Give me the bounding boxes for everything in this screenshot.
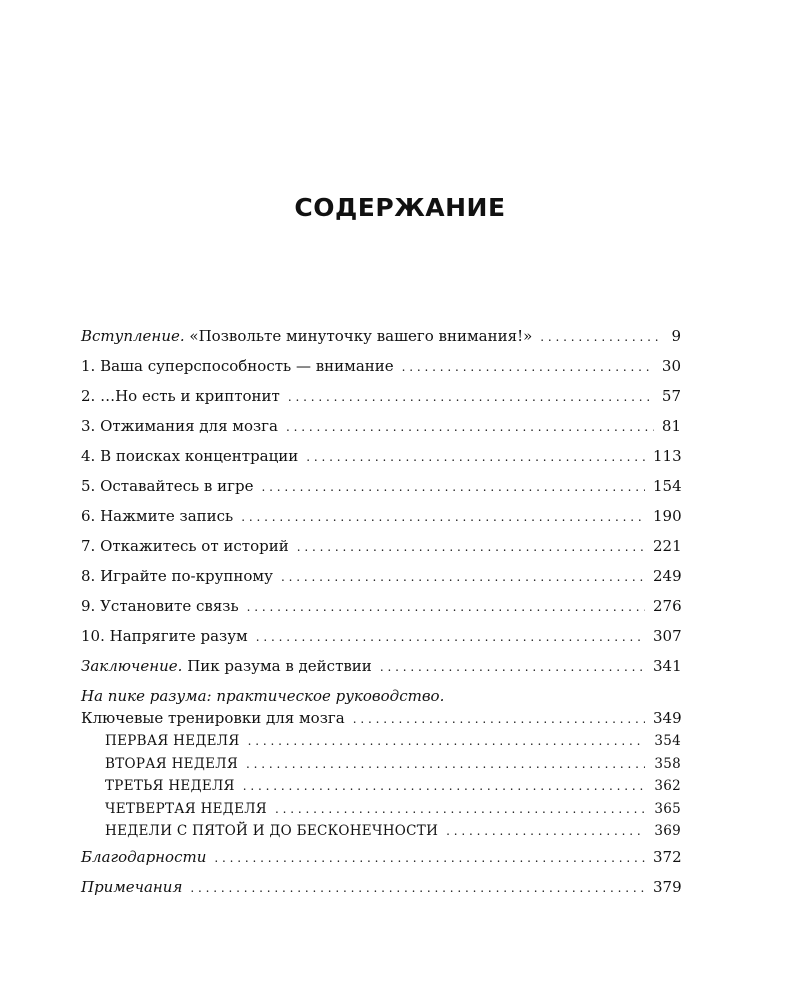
toc-entry-label: Примечания (81, 878, 183, 896)
toc-entry-page: 113 (653, 447, 682, 465)
dot-leader (190, 879, 645, 897)
toc-entry-notes[interactable] (81, 878, 681, 897)
dot-leader (246, 755, 645, 773)
toc-entry-page: 307 (653, 627, 682, 645)
toc-entry-page: 341 (653, 657, 682, 675)
dot-leader (261, 478, 645, 496)
toc-entry-page: 362 (654, 778, 681, 794)
toc-entry-chapter-3[interactable] (81, 417, 681, 436)
toc-entry-chapter-7[interactable] (81, 537, 681, 556)
toc-entry-page: 349 (653, 709, 682, 727)
toc-entry-page: 354 (654, 733, 681, 749)
dot-leader (297, 538, 645, 556)
dot-leader (380, 658, 645, 676)
toc-entry-chapter-9[interactable] (81, 597, 681, 616)
toc-entry-chapter-2[interactable] (81, 387, 681, 406)
toc-entry-label: Ключевые тренировки для мозга (81, 709, 345, 727)
toc-entry-label: ПЕРВАЯ НЕДЕЛЯ (105, 733, 240, 749)
dot-leader (402, 358, 654, 376)
toc-entry-page: 249 (653, 567, 682, 585)
toc-entry-acknowledgements[interactable] (81, 848, 681, 867)
dot-leader (288, 388, 654, 406)
toc-entry-label: 1. Ваша суперспособность — внимание (81, 357, 394, 375)
dot-leader (353, 710, 645, 728)
toc-entry-chapter-6[interactable] (81, 507, 681, 526)
page-title: СОДЕРЖАНИЕ (294, 193, 506, 222)
dot-leader (243, 777, 645, 795)
toc-entry-week-4[interactable] (81, 800, 681, 818)
toc-entry-label: «Позвольте минуточку вашего внимания!» (189, 327, 533, 345)
toc-entry-page: 358 (654, 755, 681, 772)
toc-entry-page: 369 (654, 823, 681, 839)
toc-entry-label: 3. Отжимания для мозга (81, 417, 278, 435)
dot-leader (247, 598, 645, 616)
toc-entry-page: 379 (653, 878, 682, 896)
toc-entry-label: Пик разума в действии (187, 657, 372, 675)
toc-entry-label: 8. Играйте по-крупному (81, 567, 273, 585)
dot-leader (306, 448, 645, 466)
toc-entry-chapter-5[interactable] (81, 477, 681, 496)
toc-entry-chapter-1[interactable] (81, 357, 681, 376)
toc-entry-label: НЕДЕЛИ С ПЯТОЙ И ДО БЕСКОНЕЧНОСТИ (105, 823, 439, 839)
dot-leader (214, 849, 645, 867)
table-of-contents (81, 327, 681, 908)
toc-entry-page: 190 (653, 507, 682, 525)
toc-entry-page: 154 (653, 477, 682, 495)
toc-entry-label: 6. Нажмите запись (81, 507, 234, 525)
toc-entry-chapter-10[interactable] (81, 627, 681, 646)
toc-entry-page: 30 (661, 357, 681, 375)
toc-entry-page: 372 (653, 848, 682, 866)
toc-entry-label: 10. Напрягите разум (81, 627, 248, 645)
toc-entry-chapter-4[interactable] (81, 447, 681, 466)
toc-entry-page: 221 (653, 537, 682, 555)
toc-entry-page: 81 (661, 417, 681, 435)
toc-entry-week-3[interactable] (81, 777, 681, 795)
toc-entry-chapter-8[interactable] (81, 567, 681, 586)
toc-entry-label: 4. В поисках концентрации (81, 447, 299, 465)
dot-leader (281, 568, 645, 586)
dot-leader (286, 418, 654, 436)
guide-heading: На пике разума: практическое руководство. (81, 687, 445, 705)
dot-leader (256, 628, 645, 646)
toc-entry-guide-intro[interactable] (81, 709, 681, 728)
toc-entry-page: 9 (671, 327, 681, 345)
toc-entry-page: 57 (661, 387, 681, 405)
toc-entry-label: 7. Откажитесь от историй (81, 537, 289, 555)
toc-entry-label: 2. …Но есть и криптонит (81, 387, 280, 405)
toc-entry-page: 365 (654, 800, 681, 817)
toc-entry-label: ЧЕТВЕРТАЯ НЕДЕЛЯ (105, 800, 268, 817)
dot-leader (248, 732, 645, 750)
toc-entry-label: ТРЕТЬЯ НЕДЕЛЯ (105, 778, 235, 794)
toc-entry-week-2[interactable] (81, 755, 681, 773)
toc-entry-week-5-plus[interactable] (81, 822, 681, 840)
dot-leader (446, 822, 645, 840)
dot-leader (241, 508, 645, 526)
toc-entry-label: ВТОРАЯ НЕДЕЛЯ (105, 755, 239, 772)
toc-entry-week-1[interactable] (81, 732, 681, 750)
toc-entry-page: 276 (653, 597, 682, 615)
toc-entry-prefix: Вступление. (81, 327, 185, 345)
dot-leader (275, 800, 645, 818)
toc-entry-label: 9. Установите связь (81, 597, 239, 615)
toc-entry-prefix: Заключение. (81, 657, 183, 675)
dot-leader (540, 328, 663, 346)
toc-entry-label: Благодарности (81, 848, 207, 866)
toc-entry-intro[interactable] (81, 327, 681, 346)
toc-entry-conclusion[interactable] (81, 657, 681, 676)
toc-entry-label: 5. Оставайтесь в игре (81, 477, 254, 495)
